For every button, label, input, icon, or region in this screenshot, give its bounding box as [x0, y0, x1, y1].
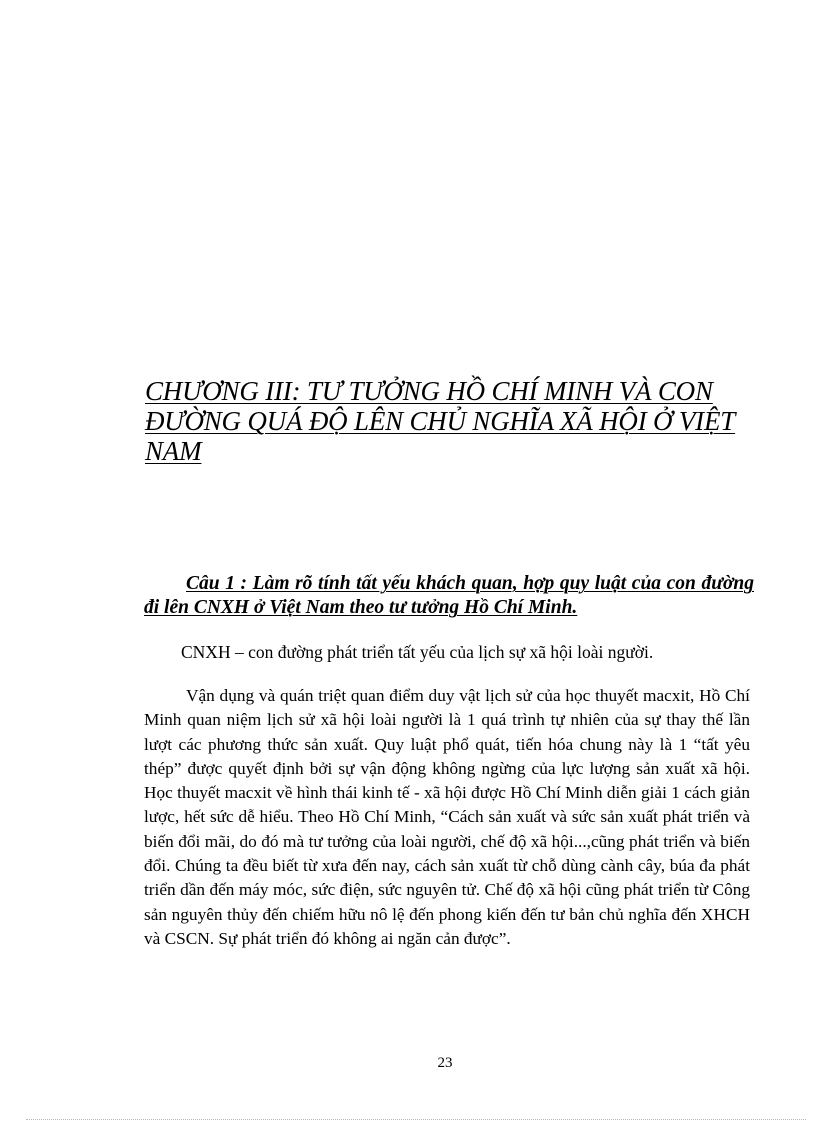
page-number: 23 [437, 1055, 453, 1071]
chapter-title: CHƯƠNG III: TƯ TƯỞNG HỒ CHÍ MINH VÀ CON ĐƯỜNG QUÁ ĐỘ LÊN CHỦ NGHĨA XÃ HỘI Ở VIỆT NAM [145, 376, 736, 466]
page-bottom-border [26, 1119, 806, 1120]
lead-paragraph: CNXH – con đường phát triển tất yếu của lịch sự xã hội loài người. [181, 642, 654, 662]
question-heading: Câu 1 : Làm rõ tính tất yếu khách quan, hợp quy luật của con đường đi lên CNXH ở Việt Nam theo tư tưởng Hồ Chí Minh. [144, 573, 754, 618]
body-paragraph: Vận dụng và quán triệt quan điểm duy vật lịch sử của học thuyết macxit, Hồ Chí Minh quan niệm lịch sử xã hội loài người là 1 quá trình tự nhiên của sự thay thế lần lượt các phương thức sản xuất. Quy luật phổ quát, tiến hóa chung này là 1 “tất yêu thép” được quyết định bởi sự vận động không ngừng của lực lượng sản xuất xã hội. Học thuyết macxit về hình thái kinh tế - xã hội được Hồ Chí Minh diễn giải 1 cách giản lược, hết sức dễ hiểu. Theo Hồ Chí Minh, “Cách sản xuất và sức sản xuất phát triển và biến đổi mãi, do đó mà tư tưởng của loài người, chế độ xã hội...,cũng phát triển và biến đổi. Chúng ta đều biết từ xưa đến nay, cách sản xuất từ chỗ dùng cành cây, búa đa phát triển dần đến máy móc, sức điện, sức nguyên tử. Chế độ xã hội cũng phát triển từ Công sản nguyên thủy đến chiếm hữu nô lệ đến phong kiến đến tư bản chủ nghĩa đến XHCH và CSCN. Sự phát triển đó không ai ngăn cản được”. [144, 686, 750, 948]
